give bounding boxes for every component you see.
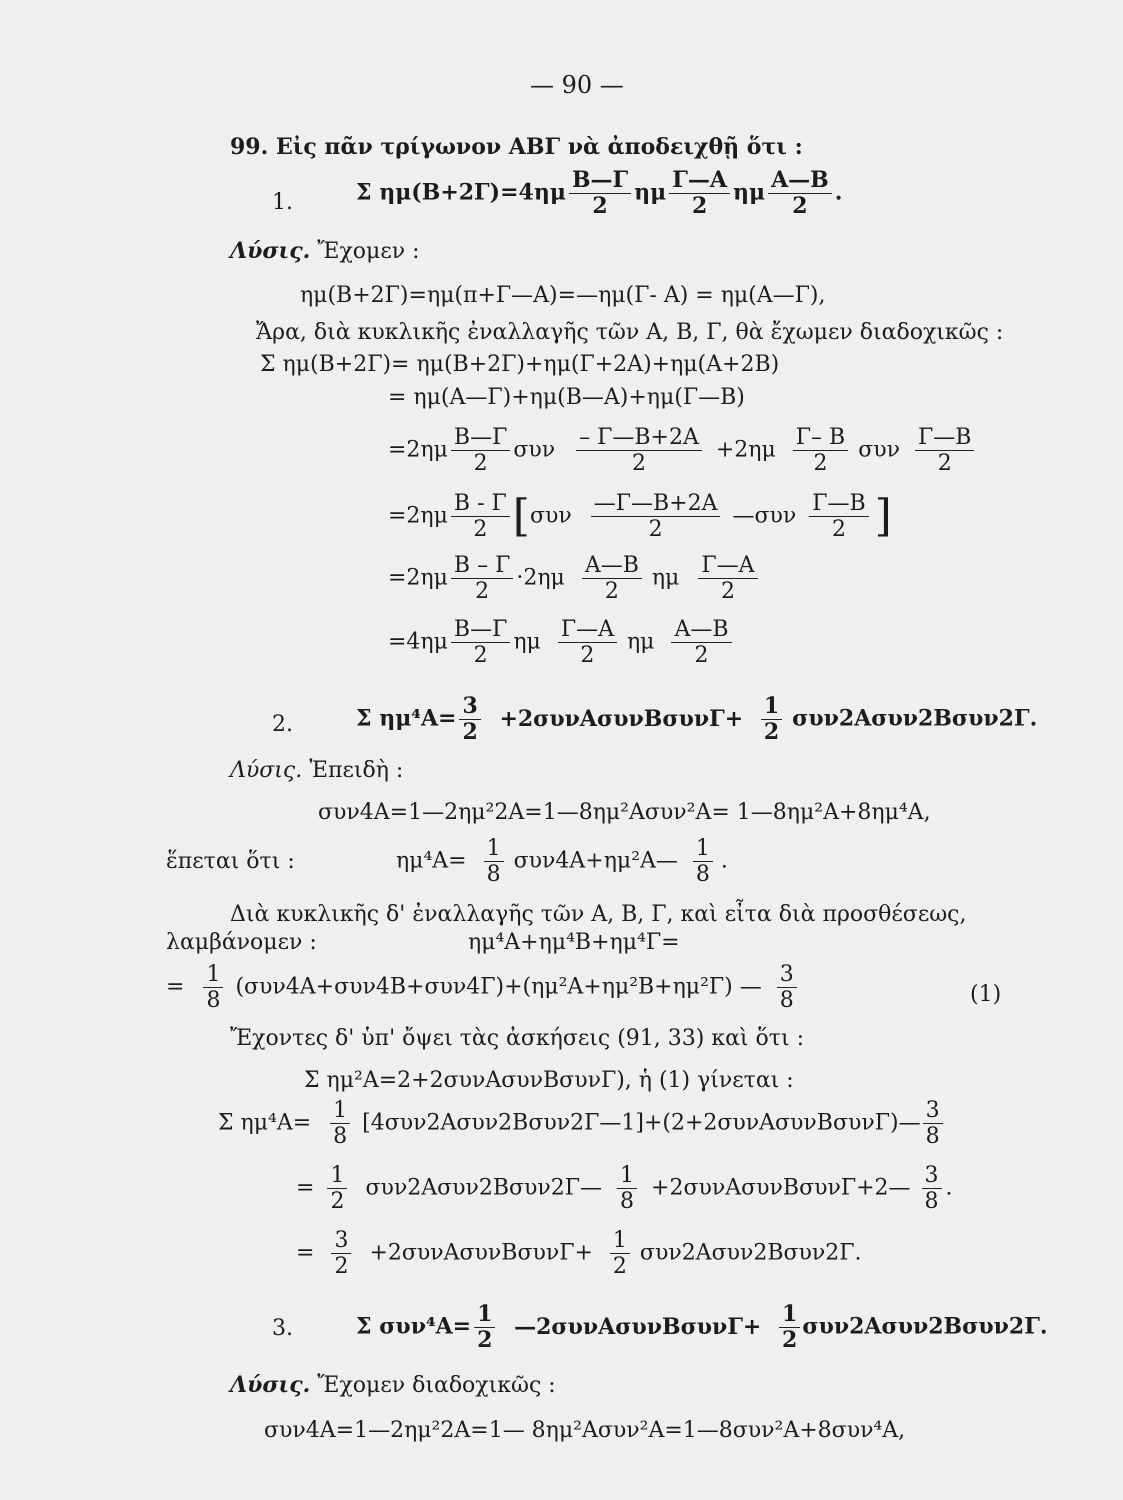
fraction: $\frac{B—\Gamma}{2}$ bbox=[451, 617, 510, 668]
solution-label: Λύσις. bbox=[230, 1372, 311, 1398]
problem-heading bbox=[230, 134, 803, 160]
fraction: $\frac{\Gamma—B}{2}$ bbox=[809, 491, 868, 542]
fraction: $\frac{3}{8}$ bbox=[777, 962, 797, 1013]
fraction: $\frac{1}{8}$ bbox=[693, 836, 713, 887]
part3-label: 3. bbox=[272, 1316, 293, 1341]
solution-intro: Ἔχομεν διαδοχικῶς : bbox=[317, 1373, 556, 1398]
solution-intro: Ἔχομεν : bbox=[317, 239, 420, 264]
fraction: $\frac{1}{2}$ bbox=[474, 1302, 495, 1353]
fraction: $\frac{1}{8}$ bbox=[330, 1098, 350, 1149]
fraction: $\frac{\Gamma- B}{2}$ bbox=[793, 425, 848, 476]
part2-line6: Ἔχοντες δ' ὑπ' ὄψει τὰς ἀσκήσεις (91, 33) καὶ ὅτι : bbox=[230, 1026, 804, 1051]
part1-lhs: Σ ημ(Β+2Γ)=4ημ bbox=[356, 179, 566, 206]
solution-label: Λύσις. bbox=[230, 238, 311, 264]
trig-fn: ημ bbox=[634, 179, 667, 206]
fraction: $\frac{3}{2}$ bbox=[331, 1228, 351, 1279]
part2-line10: = $\frac{3}{2}$ +2συνΑσυνΒσυνΓ+ $\frac{1}{2}$ συν2Ασυν2Βσυν2Γ. bbox=[296, 1228, 862, 1279]
part1-step2: =2ημ $\frac{B - \Gamma}{2}$ [συν $\frac{—\Gamma—B+2A}{2}$ —συν $\frac{\Gamma—B}{2}$ ] bbox=[388, 490, 892, 542]
fraction: $\frac{\Gamma—B}{2}$ bbox=[915, 425, 974, 476]
fraction: $\frac{1}{2}$ bbox=[327, 1163, 347, 1214]
part3-solution-heading bbox=[230, 1372, 556, 1399]
part1-line2: Ἄρα, διὰ κυκλικῆς ἐναλλαγῆς τῶν Α, Β, Γ, θὰ ἔχωμεν διαδοχικῶς : bbox=[256, 320, 1004, 345]
part1-solution-heading bbox=[230, 238, 420, 265]
part2-line2: ημ⁴Α= $\frac{1}{8}$ συν4Α+ημ²Α— $\frac{1}{8}$ . bbox=[396, 836, 728, 887]
fraction: $\frac{3}{8}$ bbox=[923, 1098, 943, 1149]
solution-label: Λύσις. bbox=[230, 758, 303, 783]
part1-label: 1. bbox=[272, 190, 293, 215]
fraction: $\frac{1}{8}$ bbox=[484, 836, 504, 887]
fraction: $\frac{1}{2}$ bbox=[761, 694, 782, 745]
part1-formula bbox=[356, 168, 842, 219]
part2-line5: = $\frac{1}{8}$ (συν4Α+συν4Β+συν4Γ)+(ημ²Α+ημ²Β+ημ²Γ) — $\frac{3}{8}$ bbox=[166, 962, 805, 1013]
fraction: $\frac{1}{2}$ bbox=[610, 1228, 630, 1279]
part2-line4-label: λαμβάνομεν : bbox=[166, 930, 317, 955]
part2-line4: ημ⁴Α+ημ⁴Β+ημ⁴Γ= bbox=[468, 930, 680, 955]
part1-step1: =2ημ $\frac{B—\Gamma}{2}$ συν $\frac{- \Gamma—B+2A}{2}$ +2ημ $\frac{\Gamma- B}{2}$ συν $\frac{\Gamma—B}{2}$ bbox=[388, 425, 982, 476]
part1-line4: = ημ(Α—Γ)+ημ(Β—Α)+ημ(Γ—Β) bbox=[388, 385, 745, 410]
problem-statement: Εἰς πᾶν τρίγωνον ΑΒΓ νὰ ἀποδειχθῇ ὅτι : bbox=[275, 134, 803, 160]
page-number: — 90 — bbox=[530, 71, 624, 99]
fraction: $\frac{B - \Gamma}{2}$ bbox=[451, 553, 513, 604]
fraction: $\frac{B—\Gamma}{2}$ bbox=[451, 425, 510, 476]
part2-line8: Σ ημ⁴Α= $\frac{1}{8}$ [4συν2Ασυν2Βσυν2Γ—1]+(2+2συνΑσυνΒσυνΓ)— $\frac{3}{8}$ bbox=[218, 1098, 945, 1149]
part1-line3: Σ ημ(Β+2Γ)= ημ(Β+2Γ)+ημ(Γ+2Α)+ημ(Α+2Β) bbox=[260, 352, 780, 377]
part2-line7: Σ ημ²Α=2+2συνΑσυνΒσυνΓ), ἡ (1) γίνεται : bbox=[304, 1068, 794, 1093]
fraction: $\frac{A—B}{2}$ bbox=[768, 168, 832, 219]
fraction: $\frac{B—\Gamma}{2}$ bbox=[569, 168, 631, 219]
fraction: $\frac{3}{8}$ bbox=[922, 1163, 942, 1214]
part2-line9: = $\frac{1}{2}$ συν2Ασυν2Βσυν2Γ— $\frac{1}{8}$ +2συνΑσυνΒσυνΓ+2— $\frac{3}{8}$ . bbox=[296, 1163, 953, 1214]
part1-line1: ημ(Β+2Γ)=ημ(π+Γ—Α)=—ημ(Γ- Α) = ημ(Α—Γ), bbox=[300, 283, 826, 308]
part2-line3: Διὰ κυκλικῆς δ' ἐναλλαγῆς τῶν Α, Β, Γ, καὶ εἶτα διὰ προσθέσεως, bbox=[230, 902, 967, 927]
fraction: $\frac{B - \Gamma}{2}$ bbox=[451, 491, 510, 542]
part3-formula: Σ συν⁴Α= $\frac{1}{2}$ —2συνΑσυνΒσυνΓ+ $\frac{1}{2}$ συν2Ασυν2Βσυν2Γ. bbox=[356, 1301, 1048, 1353]
fraction: $\frac{3}{2}$ bbox=[459, 694, 480, 745]
punct: . bbox=[834, 179, 843, 206]
part2-label: 2. bbox=[272, 712, 293, 737]
solution-intro: Ἐπειδὴ : bbox=[309, 758, 404, 783]
fraction: $\frac{—\Gamma—B+2A}{2}$ bbox=[591, 491, 721, 542]
part3-line1: συν4Α=1—2ημ²2Α=1— 8ημ²Ασυν²Α=1—8συν²Α+8συν⁴Α, bbox=[264, 1418, 906, 1443]
part1-step3: =2ημ $\frac{B - \Gamma}{2}$ ·2ημ $\frac{A—B}{2}$ ημ $\frac{\Gamma—A}{2}$ bbox=[388, 553, 770, 604]
part2-line2-label: ἕπεται ὅτι : bbox=[166, 849, 295, 874]
part2-solution-heading bbox=[230, 758, 403, 784]
fraction: $\frac{1}{8}$ bbox=[203, 962, 223, 1013]
fraction: $\frac{\Gamma—A}{2}$ bbox=[669, 168, 730, 219]
equation-tag: (1) bbox=[970, 982, 1002, 1007]
part2-line1: συν4Α=1—2ημ²2Α=1—8ημ²Ασυν²Α= 1—8ημ²Α+8ημ⁴Α, bbox=[318, 800, 931, 825]
trig-fn: ημ bbox=[732, 179, 766, 206]
fraction: $\frac{1}{2}$ bbox=[779, 1302, 800, 1353]
fraction: $\frac{- \Gamma—B+2A}{2}$ bbox=[576, 425, 702, 476]
part1-step4: =4ημ $\frac{B—\Gamma}{2}$ ημ $\frac{\Gamma—A}{2}$ ημ $\frac{A—B}{2}$ bbox=[388, 617, 742, 668]
fraction: $\frac{1}{8}$ bbox=[617, 1163, 637, 1214]
fraction: $\frac{\Gamma—A}{2}$ bbox=[698, 553, 757, 604]
problem-number: 99. bbox=[230, 134, 269, 160]
fraction: $\frac{\Gamma—A}{2}$ bbox=[558, 617, 617, 668]
fraction: $\frac{A—B}{2}$ bbox=[671, 617, 731, 668]
fraction: $\frac{A—B}{2}$ bbox=[582, 553, 642, 604]
part2-formula: Σ ημ⁴Α= $\frac{3}{2}$ +2συνΑσυνΒσυνΓ+ $\frac{1}{2}$ συν2Ασυν2Βσυν2Γ. bbox=[356, 693, 1038, 745]
